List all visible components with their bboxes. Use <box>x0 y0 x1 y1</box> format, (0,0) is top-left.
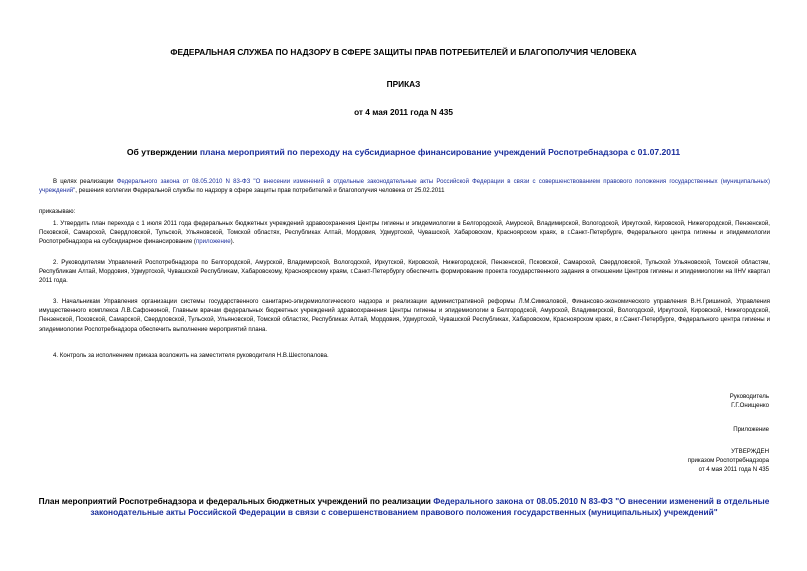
document-date: от 4 мая 2011 года N 435 <box>354 107 453 117</box>
plan-federal-law-link[interactable]: Федерального закона от 08.05.2010 N 83-ФЗ "О внесении изменений в отдельные законодательные акты Российской Федерации в связи с совершенствованием правового положения государственных (муниципальных) учреждений" <box>90 496 770 517</box>
annex-link[interactable]: приложение <box>195 238 231 246</box>
signature-name: Г.Г.Онищенко <box>731 402 769 409</box>
clause-1-text: 1. Утвердить план перехода с 1 июля 2011 года федеральных бюджетных учреждений здравоохранения Центры гигиены и эпидемиологии в Белгородской, Амурской, Владимирской, Вологодской, Иркутской, Кировской, Нижегородской, Пензенской, Псковской, Самарской, Свердловской, Тульской, Ульяновской, Томской областях, Республиках Алтай, Мордовия, Удмуртской, Чувашской, Хабаровском, Красноярском краях, в г.Санкт-Петербурге, Федерального центра гигиены и эпидемиологии Роспотребнадзора на субсидиарное финансирование ( <box>39 220 770 246</box>
approved-date: от 4 мая 2011 года N 435 <box>698 466 769 473</box>
signature-position: Руководитель <box>729 393 769 400</box>
document-title <box>0 147 807 157</box>
agency-heading: ФЕДЕРАЛЬНАЯ СЛУЖБА ПО НАДЗОРУ В СФЕРЕ ЗАЩИТЫ ПРАВ ПОТРЕБИТЕЛЕЙ И БЛАГОПОЛУЧИЯ ЧЕЛОВЕКА <box>170 47 637 57</box>
title-plan-link[interactable]: плана мероприятий по переходу на субсидиарное финансирование учреждений Роспотребнадзора с 01.07.2011 <box>199 147 681 157</box>
clause-3: 3. Начальникам Управления организации системы государственного санитарно-эпидемиологического надзора и реализации административной реформы Л.М.Симкаловой, Финансово-экономического управления В.Н.Гришиной, Управления имущественного комплекса Л.В.Сафонкиной, Главным врачам федеральных бюджетных учреждений здравоохранения Центры гигиены и эпидемиологии в Белгородской, Амурской, Владимирской, Вологодской, Иркутской, Кировской, Нижегородской, Пензенской, Псковской, Самарской, Свердловской, Тульской, Ульяновской, Томской областях, Республиках Алтай, Мордовия, Удмуртской, Чувашской Республиках, Хабаровском, Красноярском краях, в г.Санкт-Петербурге, Федерального центра гигиены и эпидемиологии Роспотребнадзора обеспечить выполнение мероприятий плана. <box>39 298 770 333</box>
approved-by: приказом Роспотребнадзора <box>687 457 769 464</box>
annex-label: Приложение <box>733 426 769 433</box>
document-type: ПРИКАЗ <box>386 79 421 89</box>
clause-1-end: ). <box>230 238 235 246</box>
approved-stamp: УТВЕРЖДЕН <box>731 448 769 455</box>
plan-title <box>34 496 774 518</box>
intro-paragraph <box>39 177 770 195</box>
plan-title-prefix: План мероприятий Роспотребнадзора и федеральных бюджетных учреждений по реализации <box>38 496 434 506</box>
intro-text-start: В целях реализации <box>53 178 117 185</box>
clause-1 <box>39 219 770 247</box>
order-verb: приказываю: <box>39 208 76 215</box>
clause-2: 2. Руководителям Управлений Роспотребнадзора по Белгородской, Амурской, Владимирской, Вологодской, Иркутской, Кировской, Нижегородской, Пензенской, Псковской, Самарской, Свердловской, Тульской Ульяновской, Томской областям, Республикам Алтай, Мордовия, Удмуртской, Чувашской Республикам, Хабаровскому, Красноярскому краям, г.Санкт-Петербургу обеспечить формирование проекта государственного задания в отношении Центров гигиены и эпидемиологии на IIНV квартал 2011 года. <box>39 259 770 285</box>
federal-law-link[interactable]: Федерального закона от 08.05.2010 N 83-ФЗ "О внесении изменений в отдельные законодательные акты Российской Федерации в связи с совершенствованием правового положения государственных (муниципальных) учреждений" <box>39 178 771 195</box>
title-prefix: Об утверждении <box>126 147 200 157</box>
clause-4: 4. Контроль за исполнением приказа возложить на заместителя руководителя Н.В.Шестопалова. <box>53 352 329 359</box>
intro-text-end: , решения коллегии Федеральной службы по надзору в сфере защиты прав потребителей и благополучия человека от 25.02.2011 <box>75 187 445 195</box>
